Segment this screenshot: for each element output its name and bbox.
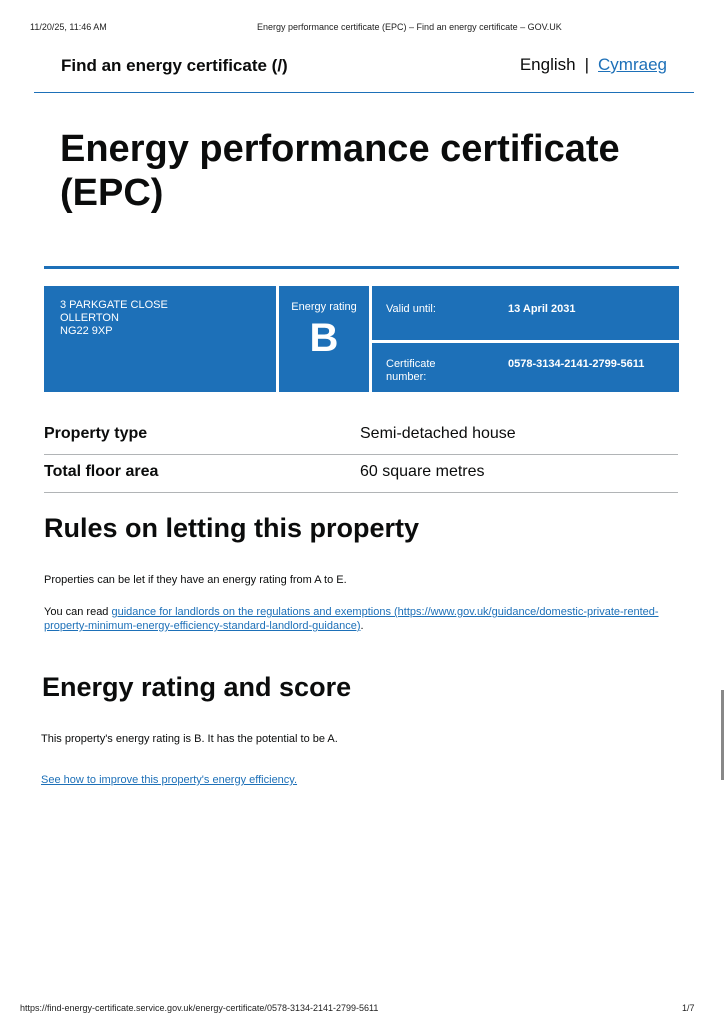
- address-panel: [44, 286, 276, 392]
- valid-until-panel: [372, 286, 679, 340]
- valid-until-label: Valid until:: [386, 303, 436, 315]
- address-line: NG22 9XP: [60, 325, 113, 337]
- print-page-title: Energy performance certificate (EPC) – Find an energy certificate – GOV.UK: [257, 22, 562, 32]
- energy-rating-paragraph: This property's energy rating is B. It has the potential to be A.: [41, 733, 338, 745]
- certificate-number-label: Certificate number:: [386, 358, 436, 383]
- valid-until-value: 13 April 2031: [508, 303, 576, 315]
- landlord-guidance-link[interactable]: guidance for landlords on the regulations and exemptions (https://www.gov.uk/guidance/domestic-private-rented-property-minimum-energy-efficiency-standard-landlord-guidance): [44, 606, 659, 632]
- guidance-suffix: .: [360, 620, 364, 632]
- improve-efficiency-link[interactable]: See how to improve this property's energy efficiency.: [41, 774, 298, 786]
- guidance-prefix: You can read: [44, 606, 112, 618]
- floor-area-label: Total floor area: [44, 463, 159, 480]
- print-page-number: 1/7: [682, 1003, 695, 1013]
- lang-english: English: [519, 55, 576, 74]
- floor-area-value: 60 square metres: [360, 463, 485, 480]
- rating-letter: B: [309, 316, 339, 360]
- language-switcher: [520, 55, 667, 75]
- section-divider: [44, 266, 679, 269]
- address-line: OLLERTON: [60, 312, 119, 324]
- property-type-label: Property type: [44, 425, 148, 442]
- epc-summary: [44, 286, 679, 392]
- property-type-value: Semi-detached house: [360, 425, 516, 442]
- site-header: [34, 52, 694, 93]
- address-line: 3 PARKGATE CLOSE: [60, 299, 168, 311]
- letting-heading: Rules on letting this property: [44, 513, 420, 543]
- lang-welsh-link[interactable]: Cymraeg: [598, 55, 667, 74]
- property-type-row: [44, 417, 678, 455]
- service-name-link[interactable]: Find an energy certificate (/): [61, 56, 288, 75]
- print-url: https://find-energy-certificate.service.gov.uk/energy-certificate/0578-3134-2141-2799-5611: [20, 1003, 379, 1013]
- page-title: Energy performance certificate (EPC): [60, 128, 620, 214]
- lang-separator: |: [584, 55, 590, 74]
- rating-panel: [279, 286, 369, 392]
- letting-paragraph: Properties can be let if they have an energy rating from A to E.: [44, 574, 347, 586]
- energy-rating-heading: Energy rating and score: [42, 672, 352, 702]
- print-date: 11/20/25, 11:46 AM: [30, 22, 107, 32]
- certificate-number-panel: [372, 343, 679, 392]
- letting-guidance-paragraph: [44, 605, 664, 633]
- rating-label: Energy rating: [291, 301, 357, 313]
- certificate-number-value: 0578-3134-2141-2799-5611: [508, 358, 645, 370]
- floor-area-row: [44, 455, 678, 493]
